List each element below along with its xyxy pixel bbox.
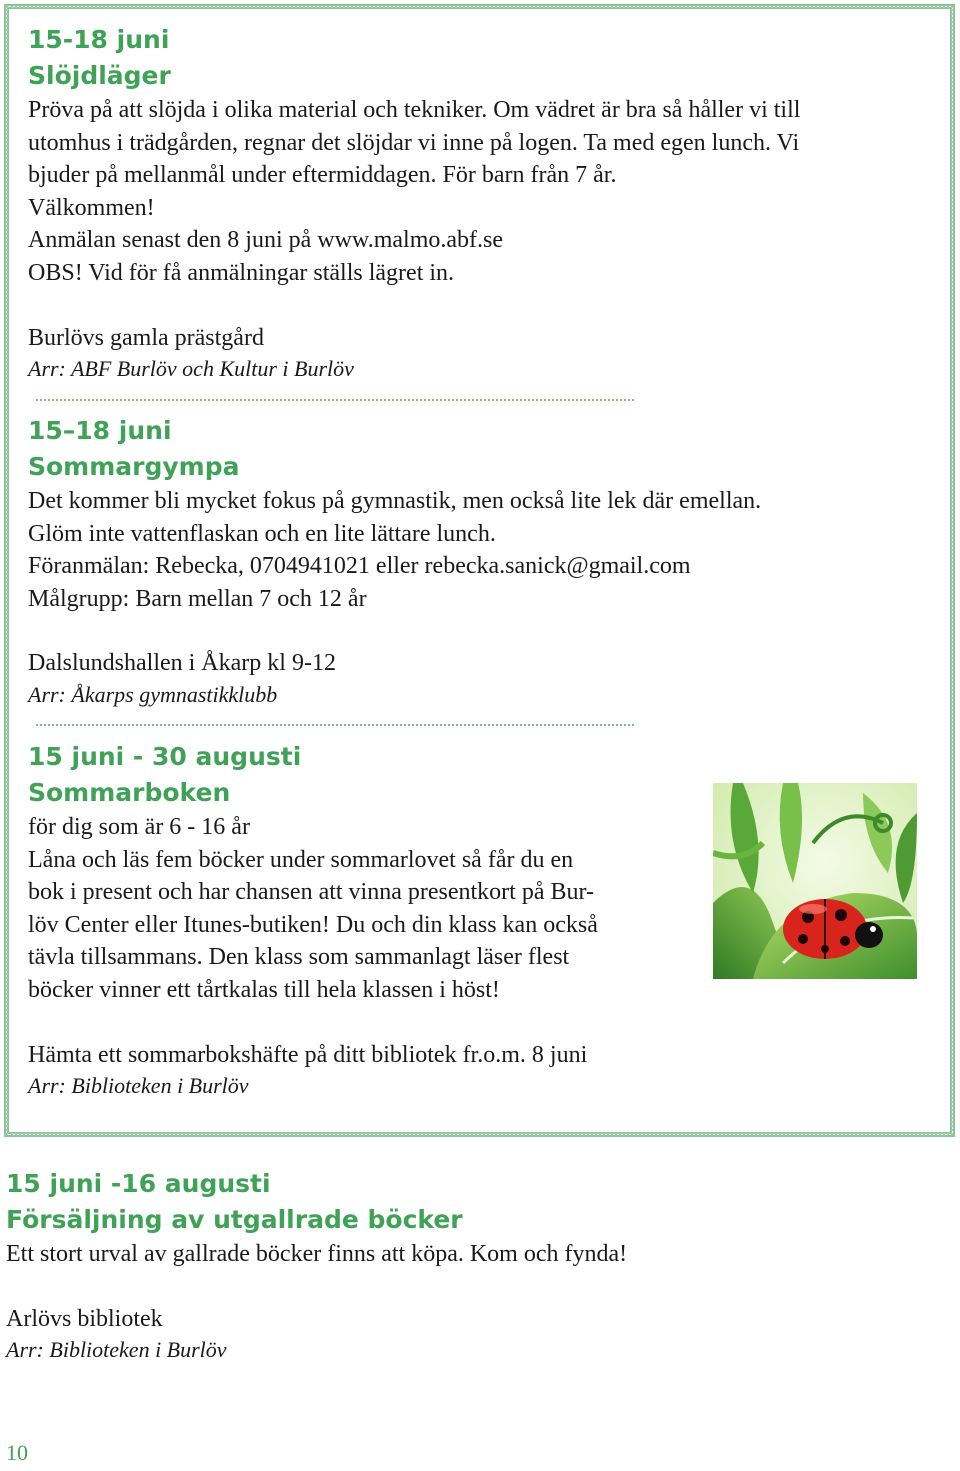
event-line: böcker vinner ett tårtkalas till hela klassen i höst! [28, 976, 500, 1003]
event-date: 15-18 juni [28, 25, 170, 54]
event-location: Hämta ett sommarbokshäfte på ditt bibliotek fr.o.m. 8 juni [28, 1041, 588, 1068]
event-organizer: Arr: ABF Burlöv och Kultur i Burlöv [28, 356, 354, 382]
event-title: Slöjdläger [28, 61, 171, 90]
event-line: Välkommen! [28, 194, 155, 221]
event-organizer: Arr: Biblioteken i Burlöv [6, 1337, 227, 1363]
event-line: för dig som är 6 - 16 år [28, 814, 250, 840]
ladybug-on-leaf-icon [713, 783, 917, 979]
event-date: 15 juni -16 augusti [6, 1169, 271, 1198]
event-line: Målgrupp: Barn mellan 7 och 12 år [28, 585, 367, 612]
event-title: Sommargympa [28, 452, 240, 481]
event-line: Det kommer bli mycket fokus på gymnastik, men också lite lek där emellan. [28, 488, 762, 514]
event-line: bok i present och har chansen att vinna presentkort på Bur- [28, 879, 595, 906]
section-divider [36, 399, 634, 401]
event-line: tävla tillsammans. Den klass som sammanlagt läser flest [28, 944, 570, 971]
page-number: 10 [6, 1440, 28, 1465]
event-line: Föranmälan: Rebecka, 0704941021 eller rebecka.sanick@gmail.com [28, 553, 691, 580]
section-divider [36, 724, 634, 726]
event-line: Pröva på att slöjda i olika material och tekniker. Om vädret är bra så håller vi till [28, 97, 801, 123]
event-line: bjuder på mellanmål under eftermiddagen. För barn från 7 år. [28, 162, 617, 189]
event-organizer: Arr: Biblioteken i Burlöv [28, 1073, 249, 1099]
event-sommargympa [28, 413, 908, 710]
event-forsaljning [6, 1166, 906, 1365]
event-location: Burlövs gamla prästgård [28, 324, 264, 351]
event-title: Sommarboken [28, 778, 231, 807]
event-date: 15–18 juni [28, 416, 172, 445]
event-line: Låna och läs fem böcker under sommarlovet så får du en [28, 846, 574, 873]
event-line: Glöm inte vattenflaskan och en lite lättare lunch. [28, 520, 496, 547]
event-line: OBS! Vid för få anmälningar ställs lägret in. [28, 259, 455, 286]
event-location: Dalslundshallen i Åkarp kl 9-12 [28, 650, 336, 677]
event-sommarboken [28, 739, 698, 1101]
event-line: Ett stort urval av gallrade böcker finns att köpa. Kom och fynda! [6, 1241, 628, 1267]
ladybug-illustration [713, 783, 917, 979]
event-location: Arlövs bibliotek [6, 1305, 163, 1332]
event-line: Anmälan senast den 8 juni på www.malmo.abf.se [28, 227, 503, 254]
event-date: 15 juni - 30 augusti [28, 742, 302, 771]
event-title: Försäljning av utgallrade böcker [6, 1205, 463, 1234]
event-slojdlager [28, 22, 908, 384]
event-line: löv Center eller Itunes-butiken! Du och din klass kan också [28, 911, 598, 938]
event-organizer: Arr: Åkarps gymnastikklubb [28, 681, 278, 707]
event-line: utomhus i trädgården, regnar det slöjdar vi inne på logen. Ta med egen lunch. Vi [28, 129, 800, 156]
